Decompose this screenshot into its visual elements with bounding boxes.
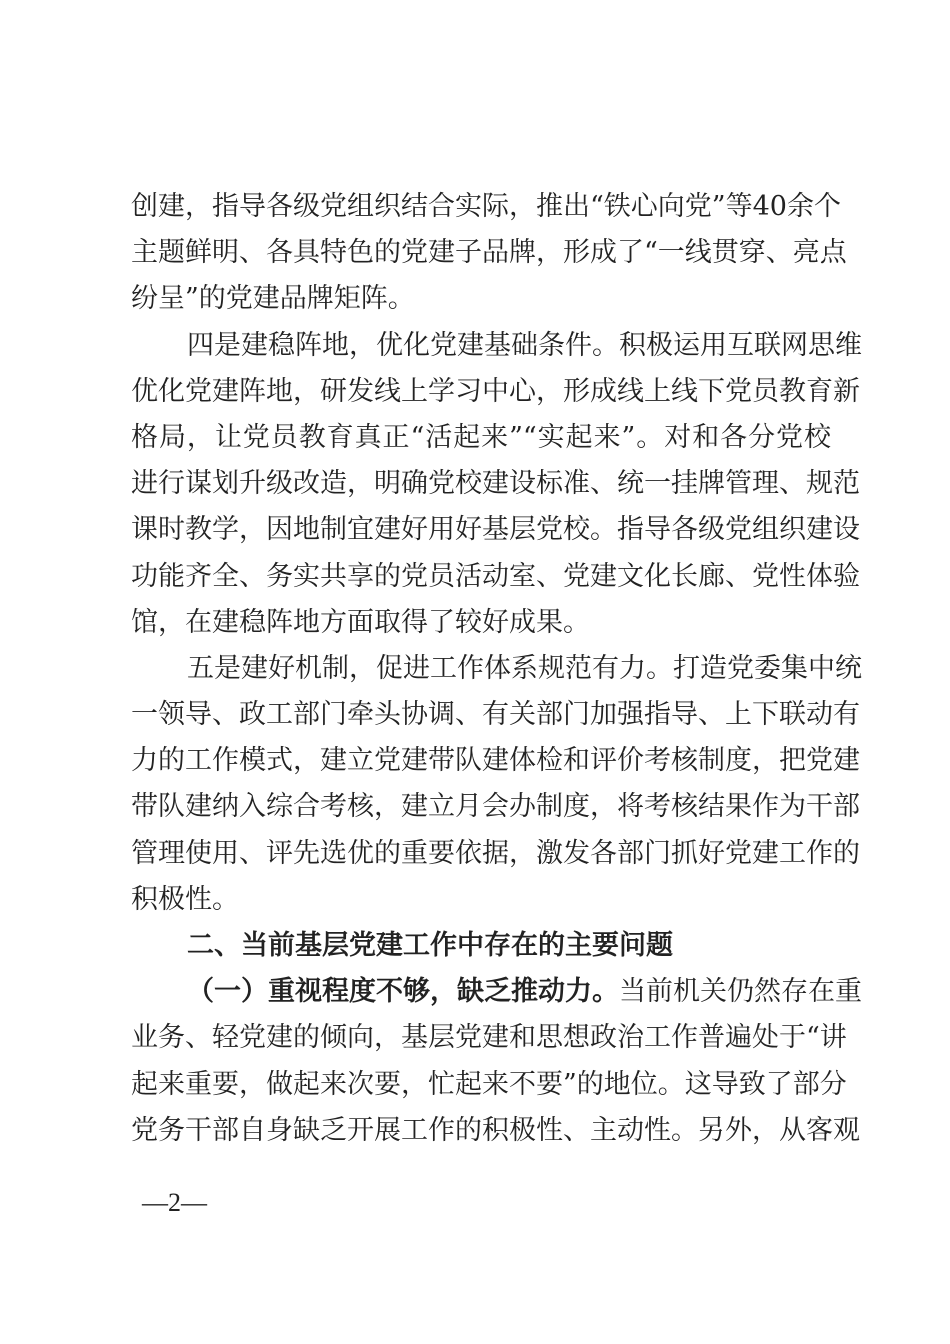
text-line: 纷呈”的党建品牌矩阵。 bbox=[131, 283, 415, 315]
document-body bbox=[131, 184, 862, 1154]
text-line: 四是建稳阵地，优化党建基础条件。积极运用互联网思维 bbox=[187, 329, 862, 361]
text-line: 党务干部自身缺乏开展工作的积极性、主动性。另外，从客观 bbox=[131, 1114, 860, 1146]
text-line: 功能齐全、务实共享的党员活动室、党建文化长廊、党性体验 bbox=[131, 560, 860, 592]
text-line: 业务、轻党建的倾向，基层党建和思想政治工作普遍处于“讲 bbox=[131, 1022, 847, 1054]
subsection-title: （一）重视程度不够，缺乏推动力。 bbox=[187, 976, 619, 1008]
text-line: 创建，指导各级党组织结合实际，推出“铁心向党”等40余个 bbox=[131, 191, 841, 222]
text-line: 力的工作模式，建立党建带队建体检和评价考核制度，把党建 bbox=[131, 745, 860, 777]
text-line: 积极性。 bbox=[131, 883, 239, 915]
text-line bbox=[131, 969, 862, 1015]
page-number: —2— bbox=[142, 1188, 207, 1217]
text-line: 管理使用、评先选优的重要依据，激发各部门抓好党建工作的 bbox=[131, 837, 860, 869]
text-line: 带队建纳入综合考核，建立月会办制度，将考核结果作为干部 bbox=[131, 791, 860, 823]
text-line: 一领导、政工部门牵头协调、有关部门加强指导、上下联动有 bbox=[131, 699, 860, 731]
text-line: 五是建好机制，促进工作体系规范有力。打造党委集中统 bbox=[187, 652, 862, 684]
text-line: 课时教学，因地制宜建好用好基层党校。指导各级党组织建设 bbox=[131, 514, 860, 546]
section-heading: 二、当前基层党建工作中存在的主要问题 bbox=[187, 930, 673, 961]
text-line: 主题鲜明、各具特色的党建子品牌，形成了“一线贯穿、亮点 bbox=[131, 237, 847, 269]
text-line: 馆，在建稳阵地方面取得了较好成果。 bbox=[131, 606, 590, 638]
text-line: 格局，让党员教育真正“活起来”“实起来”。对和各分党校 bbox=[131, 421, 831, 453]
text-line: 起来重要，做起来次要，忙起来不要”的地位。这导致了部分 bbox=[131, 1068, 847, 1100]
text-line: 进行谋划升级改造，明确党校建设标准、统一挂牌管理、规范 bbox=[131, 468, 860, 500]
text-span: 当前机关仍然存在重 bbox=[619, 976, 862, 1008]
text-line: 优化党建阵地，研发线上学习中心，形成线上线下党员教育新 bbox=[131, 375, 860, 407]
